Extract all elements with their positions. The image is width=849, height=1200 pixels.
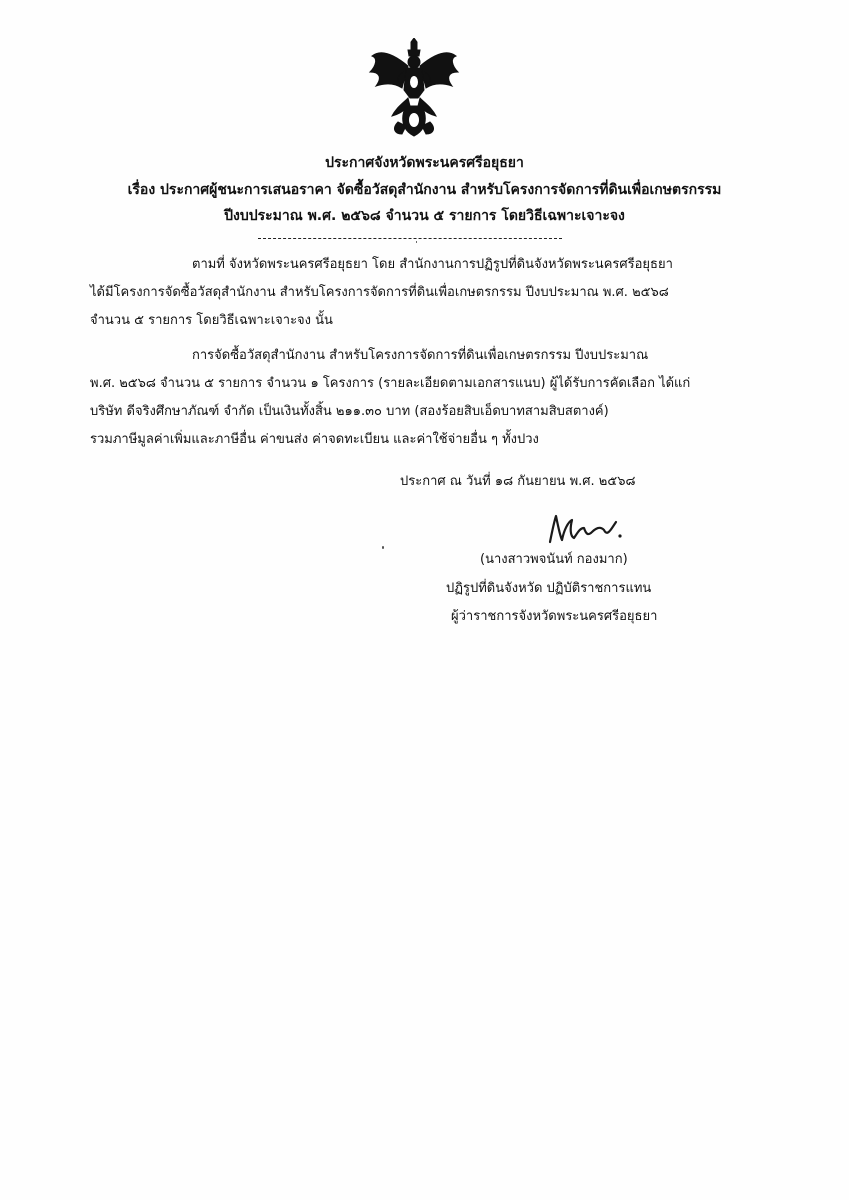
document-subject-continued: ปีงบประมาณ พ.ศ. ๒๕๖๘ จำนวน ๕ รายการ โดยวิธีเฉพาะเจาะจง	[224, 208, 625, 224]
paragraph2-line1: การจัดซื้อวัสดุสำนักงาน สำหรับโครงการจัดการที่ดินเพื่อเกษตรกรรม ปีงบประมาณ	[192, 348, 649, 363]
signatory-position-continued: ผู้ว่าราชการจังหวัดพระนครศรีอยุธยา	[451, 609, 658, 624]
scan-speck	[416, 241, 417, 243]
signatory-position: ปฏิรูปที่ดินจังหวัด ปฏิบัติราชการแทน	[446, 581, 652, 596]
paragraph2-line2: พ.ศ. ๒๕๖๘ จำนวน ๕ รายการ จำนวน ๑ โครงการ (รายละเอียดตามเอกสารแนบ) ผู้ได้รับการคัดเลือก ได้แก่	[90, 376, 691, 391]
document-subject: เรื่อง ประกาศผู้ชนะการเสนอราคา จัดซื้อวัสดุสำนักงาน สำหรับโครงการจัดการที่ดินเพื่อเกษตรกรรม	[127, 182, 722, 198]
paragraph1-line3: จำนวน ๕ รายการ โดยวิธีเฉพาะเจาะจง นั้น	[90, 313, 333, 328]
title-divider	[258, 238, 562, 239]
paragraph1-line2: ได้มีโครงการจัดซื้อวัสดุสำนักงาน สำหรับโครงการจัดการที่ดินเพื่อเกษตรกรรม ปีงบประมาณ พ.ศ. ๒๕๖๘	[90, 285, 669, 300]
announcement-date: ประกาศ ณ วันที่ ๑๘ กันยายน พ.ศ. ๒๕๖๘	[400, 474, 636, 489]
garuda-emblem-icon	[362, 38, 466, 142]
paragraph2-line4: รวมภาษีมูลค่าเพิ่มและภาษีอื่น ค่าขนส่ง ค่าจดทะเบียน และค่าใช้จ่ายอื่น ๆ ทั้งปวง	[90, 432, 539, 447]
paragraph1-line1: ตามที่ จังหวัดพระนครศรีอยุธยา โดย สำนักงานการปฏิรูปที่ดินจังหวัดพระนครศรีอยุธยา	[192, 257, 673, 272]
handwritten-signature	[544, 512, 626, 546]
paragraph2-line3: บริษัท ดีจริงศึกษาภัณฑ์ จำกัด เป็นเงินทั้งสิ้น ๒๑๑.๓๐ บาท (สองร้อยสิบเอ็ดบาทสามสิบสตางค์)	[90, 404, 609, 419]
signatory-name: (นางสาวพจนันท์ กองมาก)	[480, 552, 628, 567]
scan-speck	[382, 546, 384, 549]
document-title: ประกาศจังหวัดพระนครศรีอยุธยา	[325, 155, 524, 171]
